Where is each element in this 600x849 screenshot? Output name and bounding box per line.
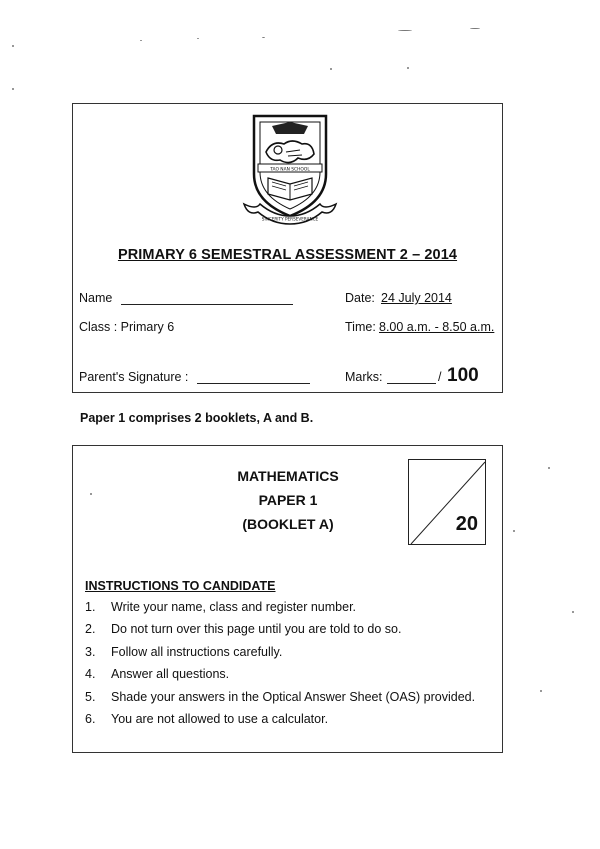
scan-speck (12, 88, 14, 90)
list-item (85, 645, 500, 667)
booklet-marks: 20 (455, 513, 478, 535)
booklet-name: (BOOKLET A) (242, 516, 334, 532)
parent-signature-label: Parent's Signature : (79, 370, 189, 384)
assessment-title: PRIMARY 6 SEMESTRAL ASSESSMENT 2 – 2014 (117, 247, 458, 263)
instructions-list (85, 600, 500, 734)
name-field[interactable] (121, 304, 293, 305)
scan-speck (572, 611, 574, 613)
class-label: Class : Primary 6 (79, 320, 175, 334)
booklet-score-box[interactable] (408, 459, 486, 545)
svg-text:SINCERITY PERSEVERANCE: SINCERITY PERSEVERANCE (261, 216, 319, 222)
instruction-text: Answer all questions. (111, 667, 230, 682)
school-crest-logo (242, 112, 338, 230)
scan-speck (407, 67, 409, 69)
instruction-text: Write your name, class and register number. (111, 600, 357, 614)
marks-field[interactable] (387, 383, 436, 384)
list-item (85, 600, 500, 622)
instruction-text: Do not turn over this page until you are told to do so. (111, 622, 402, 637)
time-value: 8.00 a.m. - 8.50 a.m. (379, 320, 495, 334)
time-label: Time: (345, 320, 376, 334)
list-item (85, 622, 500, 644)
scan-speck (398, 30, 412, 31)
instruction-number: 2. (85, 622, 96, 637)
date-label: Date: (345, 291, 375, 305)
booklet-note: Paper 1 comprises 2 booklets, A and B. (80, 411, 314, 425)
instruction-number: 3. (85, 644, 96, 659)
marks-label: Marks: (345, 370, 383, 384)
instructions-heading: INSTRUCTIONS TO CANDIDATE (85, 579, 276, 593)
scan-speck (470, 28, 480, 29)
scan-speck (197, 38, 199, 39)
instruction-text: Shade your answers in the Optical Answer Sheet (OAS) provided. (111, 689, 476, 704)
scan-speck (330, 68, 332, 70)
scan-speck (262, 37, 265, 38)
subject-title: MATHEMATICS (237, 468, 339, 484)
scan-speck (548, 467, 550, 469)
instruction-text: You are not allowed to use a calculator. (111, 711, 329, 726)
marks-total: 100 (447, 365, 479, 386)
instruction-number: 1. (85, 600, 96, 614)
scan-speck (540, 690, 542, 692)
paper-name: PAPER 1 (258, 492, 318, 508)
instruction-number: 5. (85, 689, 96, 704)
name-label: Name (79, 291, 113, 305)
header-box (72, 103, 503, 393)
list-item (85, 690, 500, 712)
svg-text:TAO NAN SCHOOL: TAO NAN SCHOOL (270, 167, 310, 173)
scan-speck (513, 530, 515, 532)
instruction-text: Follow all instructions carefully. (111, 644, 283, 659)
marks-slash: / (438, 370, 442, 384)
paper-box (72, 445, 503, 753)
instruction-number: 4. (85, 667, 96, 682)
scan-speck (140, 40, 142, 41)
parent-signature-field[interactable] (197, 383, 310, 384)
list-item (85, 712, 500, 734)
list-item (85, 667, 500, 689)
date-value: 24 July 2014 (381, 291, 452, 305)
instruction-number: 6. (85, 711, 96, 726)
scan-speck (12, 45, 14, 47)
